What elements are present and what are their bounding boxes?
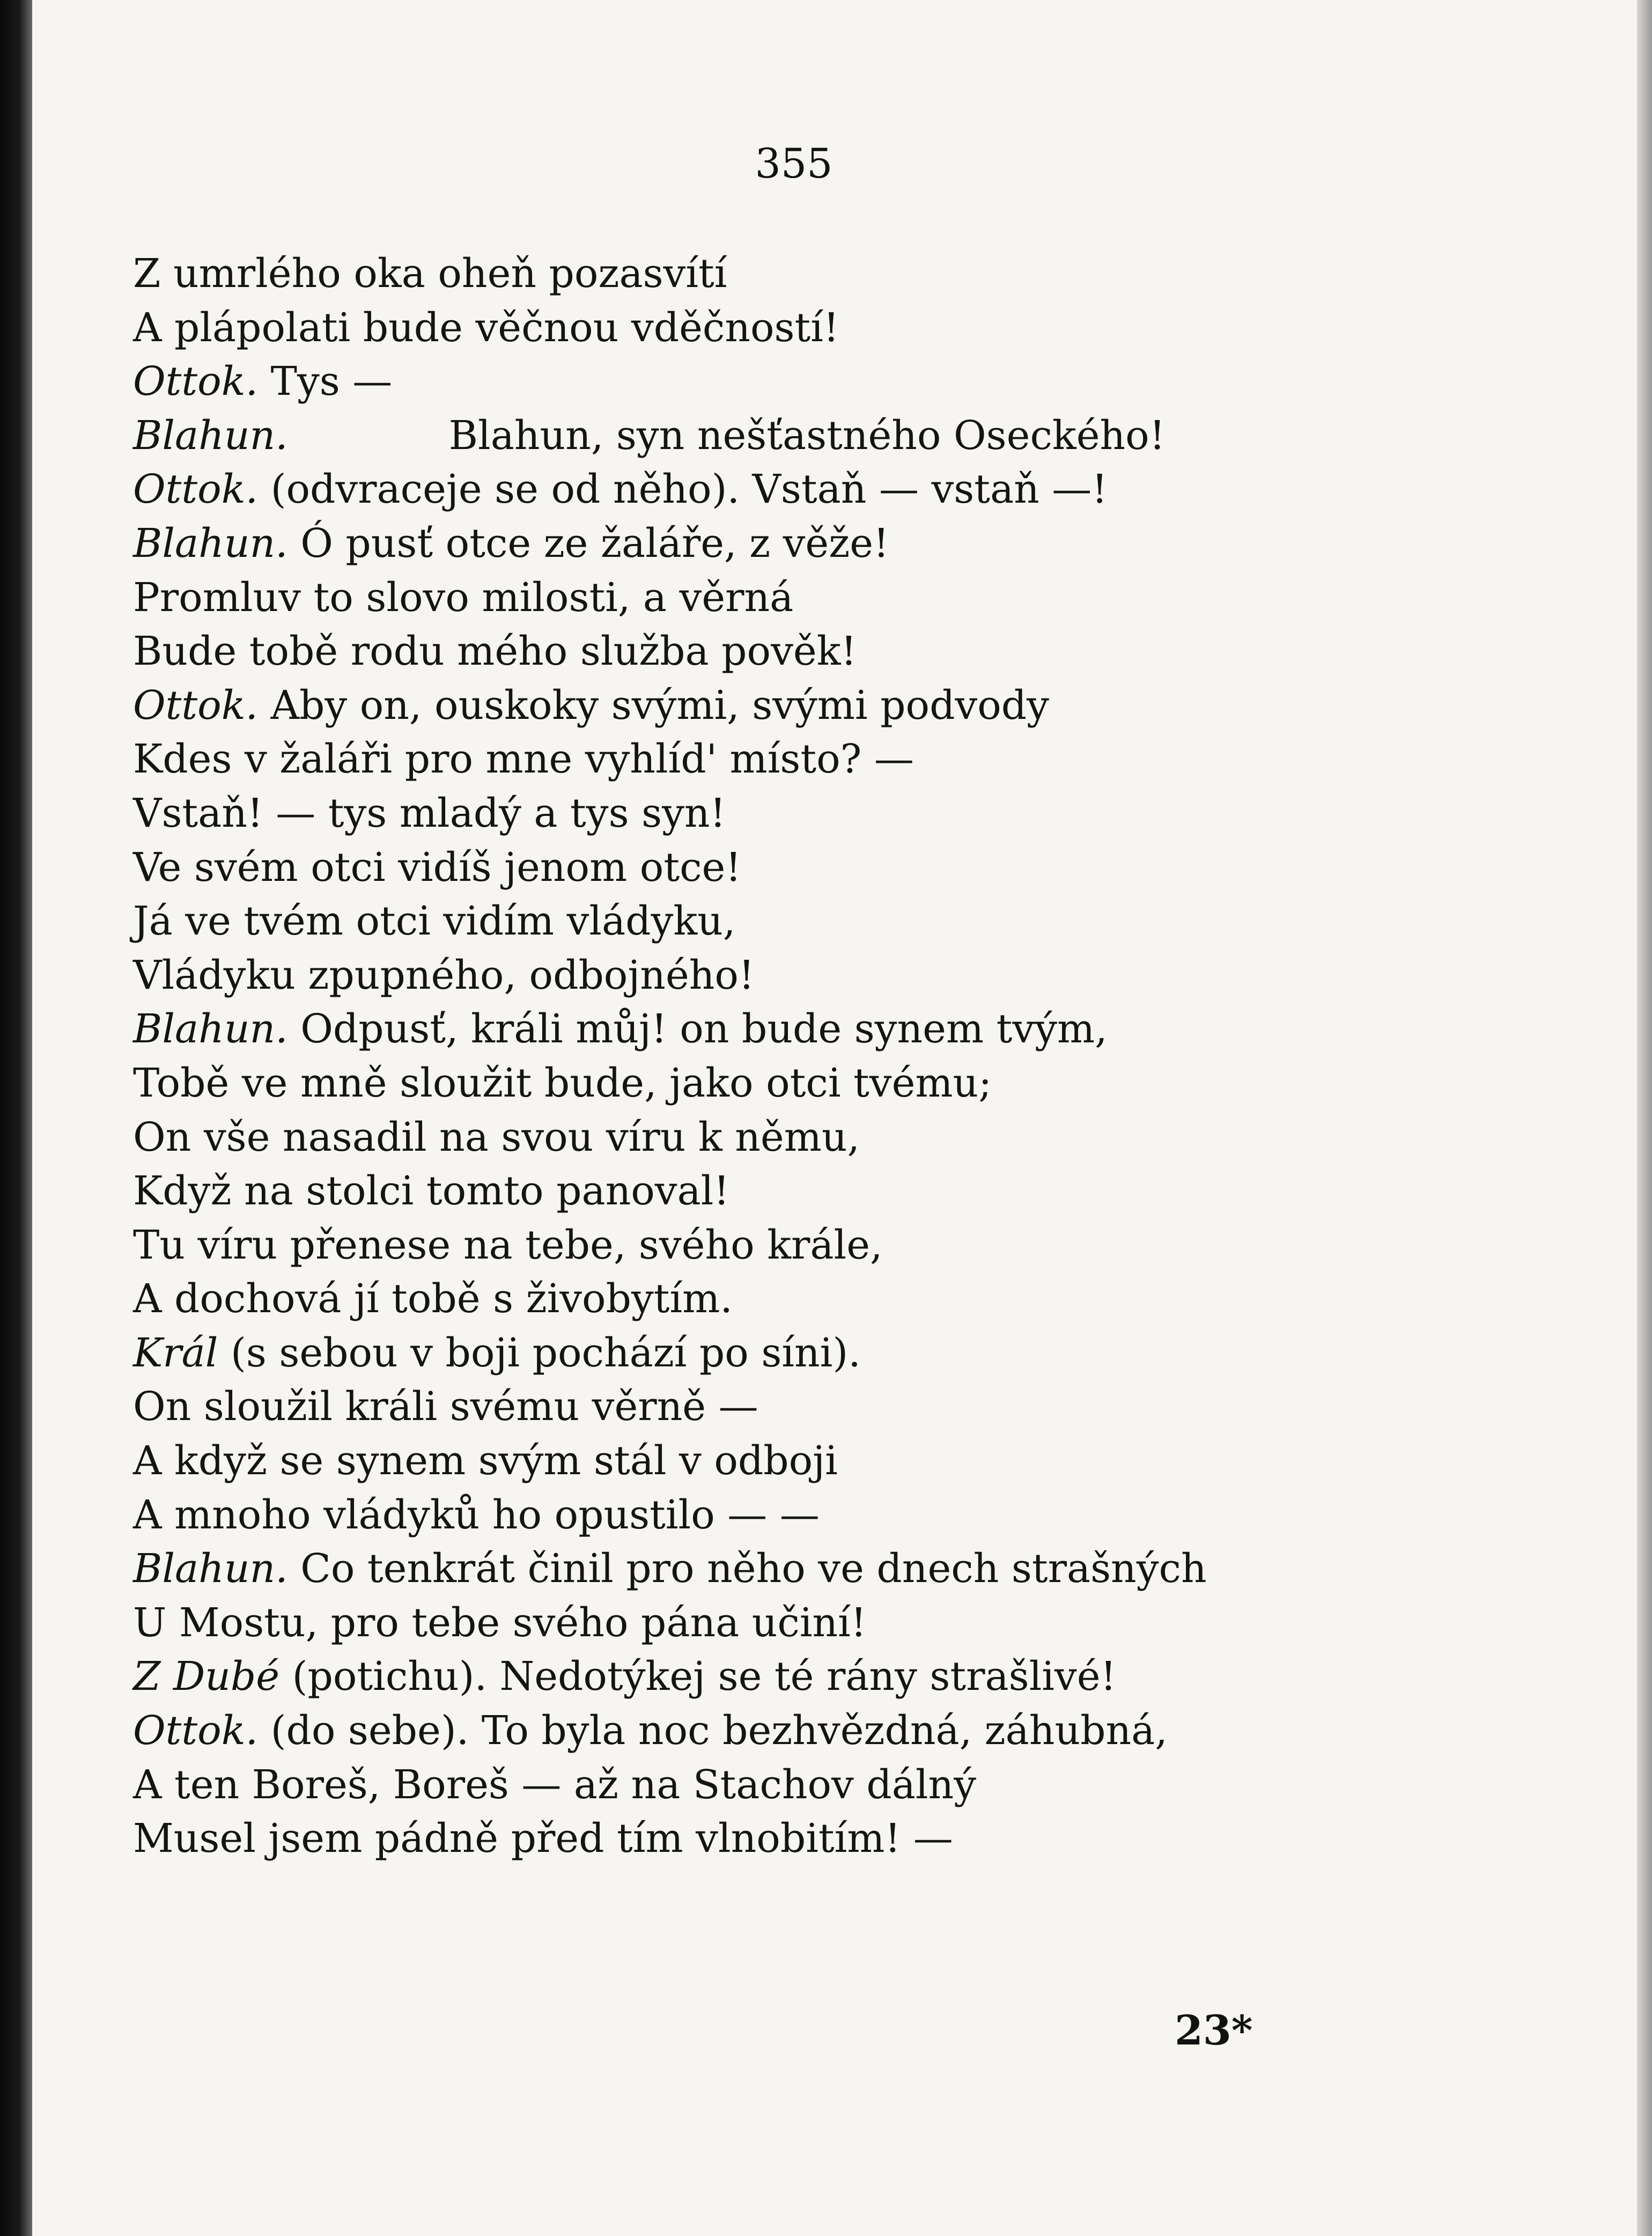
text-line: Tobě ve mně sloužit bude, jako otci tvému;: [133, 1060, 992, 1106]
text-line: [133, 1704, 1420, 1758]
speech-text: (odvraceje se od něho). Vstaň — vstaň —!: [258, 466, 1108, 513]
speaker-name: Blahun.: [133, 520, 288, 567]
text-line: [133, 679, 1420, 733]
text-line: Ve svém otci vidíš jenom otce!: [133, 844, 742, 891]
page-number: 355: [755, 139, 833, 187]
text-line: [133, 355, 1420, 409]
text-line: On vše nasadil na svou víru k němu,: [133, 1114, 860, 1160]
speaker-name: Ottok.: [133, 1708, 259, 1754]
text-line: A dochová jí tobě s živobytím.: [133, 1276, 733, 1322]
speech-text: Tys —: [258, 358, 393, 405]
page-edge: [1637, 0, 1652, 2236]
speaker-name: Blahun.: [133, 412, 288, 459]
text-line: A ten Boreš, Boreš — až na Stachov dálný: [133, 1761, 976, 1808]
text-line: [133, 1542, 1420, 1596]
text-line: Já ve tvém otci vidím vládyku,: [133, 898, 736, 945]
text-line: Kdes v žaláři pro mne vyhlíd' místo? —: [133, 736, 914, 783]
speech-text: Aby on, ouskoky svými, svými podvody: [258, 682, 1049, 729]
printer-signature-mark: 23*: [1175, 2006, 1253, 2054]
speaker-name: Ottok.: [133, 466, 259, 513]
play-text: [133, 247, 1420, 1866]
speech-text: Ó pusť otce ze žaláře, z věže!: [287, 520, 889, 567]
speech-text: (potichu). Nedotýkej se té rány strašlivé!: [279, 1653, 1117, 1700]
speaker-name: Blahun.: [133, 1006, 288, 1053]
book-spine-shadow: [0, 0, 32, 2236]
text-line: Když na stolci tomto panoval!: [133, 1168, 730, 1215]
speaker-name: Ottok.: [133, 682, 259, 729]
speaker-name: Blahun.: [133, 1546, 288, 1592]
text-line: [133, 1326, 1420, 1380]
text-line: A mnoho vládyků ho opustilo — —: [133, 1491, 820, 1538]
stage-direction: (s sebou v boji pochází po síni).: [218, 1329, 861, 1376]
text-line: Vstaň! — tys mladý a tys syn!: [133, 790, 726, 836]
text-line: A když se synem svým stál v odboji: [133, 1438, 838, 1484]
text-line: [133, 517, 1420, 571]
text-line: Musel jsem pádně před tím vlnobitím! —: [133, 1815, 953, 1862]
text-line: [133, 409, 1420, 463]
speech-text: Odpusť, králi můj! on bude synem tvým,: [287, 1006, 1108, 1053]
text-line: U Mostu, pro tebe svého pána učiní!: [133, 1599, 867, 1646]
text-line: Bude tobě rodu mého služba pověk!: [133, 628, 857, 675]
speaker-name: Ottok.: [133, 358, 259, 405]
text-line: Tu víru přenese na tebe, svého krále,: [133, 1222, 883, 1268]
speaker-name: Z Dubé: [133, 1653, 280, 1700]
text-line: A plápolati bude věčnou vděčností!: [133, 304, 839, 351]
text-line: On sloužil králi svému věrně —: [133, 1384, 758, 1430]
text-line: [133, 462, 1420, 517]
speaker-name: Král: [133, 1329, 218, 1376]
text-line: [133, 1650, 1420, 1704]
text-line: Promluv to slovo milosti, a věrná: [133, 574, 794, 621]
speech-text: Co tenkrát činil pro něho ve dnech strašných: [287, 1546, 1207, 1592]
speech-text: Blahun, syn nešťastného Oseckého!: [448, 412, 1166, 459]
text-line: [133, 1002, 1420, 1056]
text-line: Z umrlého oka oheň pozasvítí: [133, 251, 727, 297]
speech-text: (do sebe). To byla noc bezhvězdná, záhubná,: [258, 1708, 1168, 1754]
text-line: Vládyku zpupného, odbojného!: [133, 952, 755, 998]
